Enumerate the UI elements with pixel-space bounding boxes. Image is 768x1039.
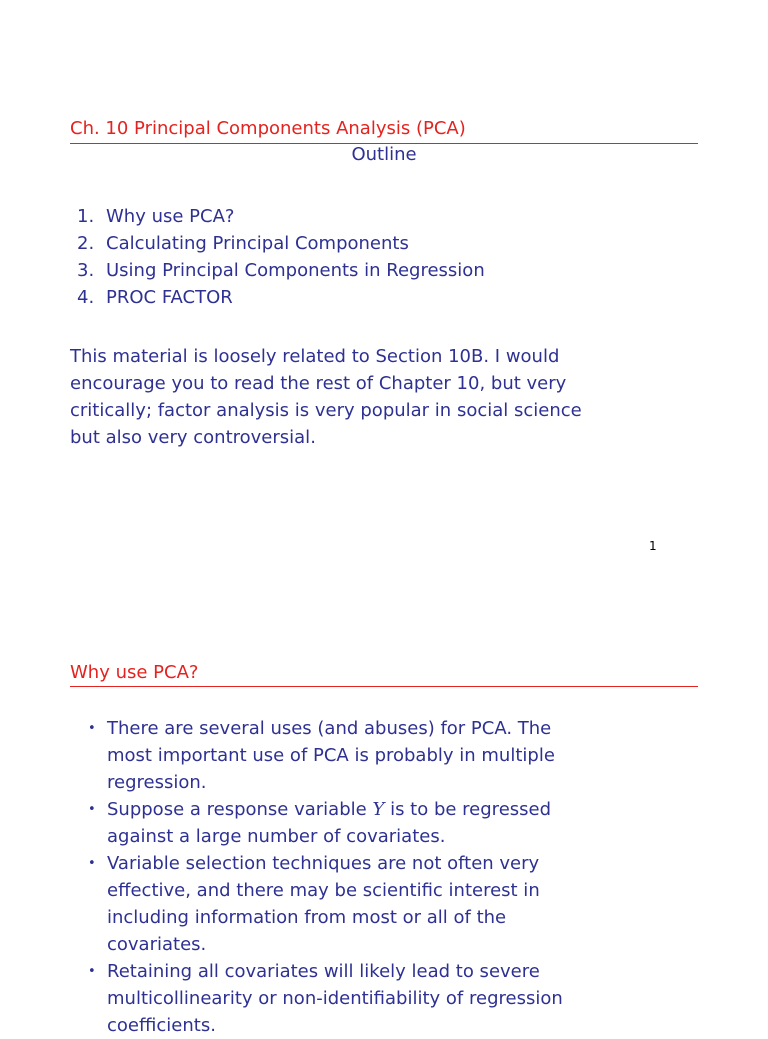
bullet-dot-icon: • bbox=[88, 721, 96, 736]
outline-text: PROC FACTOR bbox=[106, 287, 233, 308]
bullet-text: Suppose a response variable bbox=[107, 799, 373, 820]
bullet-list bbox=[88, 715, 563, 1039]
math-variable: Y bbox=[372, 799, 385, 820]
bullet-item bbox=[88, 715, 563, 796]
outline-item bbox=[77, 259, 485, 286]
outline-heading: Outline bbox=[351, 144, 417, 165]
bullet-line: Retaining all covariates will likely lead to severe bbox=[107, 961, 540, 982]
intro-paragraph bbox=[70, 343, 710, 451]
outline-text: Calculating Principal Components bbox=[106, 233, 409, 254]
outline-text: Using Principal Components in Regression bbox=[106, 260, 485, 281]
bullet-line: against a large number of covariates. bbox=[107, 826, 446, 847]
section-title: Why use PCA? bbox=[70, 662, 199, 683]
bullet-dot-icon: • bbox=[88, 802, 96, 817]
outline-item bbox=[77, 232, 485, 259]
bullet-line: coefficients. bbox=[107, 1015, 216, 1036]
bullet-line: including information from most or all of the bbox=[107, 907, 507, 928]
bullet-line: regression. bbox=[107, 772, 207, 793]
page-number: 1 bbox=[649, 539, 657, 553]
bullet-line bbox=[107, 796, 563, 823]
bullet-text: is to be regressed bbox=[384, 799, 552, 820]
bullet-line: There are several uses (and abuses) for PCA. The bbox=[107, 718, 552, 739]
bullet-item bbox=[88, 796, 563, 850]
bullet-line: covariates. bbox=[107, 934, 207, 955]
outline-number: 2. bbox=[77, 233, 95, 254]
paragraph-line: but also very controversial. bbox=[70, 427, 316, 448]
paragraph-line: critically; factor analysis is very popular in social science bbox=[70, 400, 582, 421]
outline-text: Why use PCA? bbox=[106, 206, 235, 227]
paragraph-line: encourage you to read the rest of Chapter 10, but very bbox=[70, 373, 567, 394]
outline-number: 1. bbox=[77, 206, 95, 227]
outline-list bbox=[77, 205, 485, 313]
bullet-line: effective, and there may be scientific interest in bbox=[107, 880, 540, 901]
section-title-underline bbox=[70, 686, 698, 687]
bullet-line: multicollinearity or non-identifiability of regression bbox=[107, 988, 563, 1009]
bullet-line: Variable selection techniques are not often very bbox=[107, 853, 540, 874]
outline-item bbox=[77, 286, 485, 313]
paragraph-line: This material is loosely related to Section 10B. I would bbox=[70, 346, 560, 367]
bullet-dot-icon: • bbox=[88, 964, 96, 979]
slide-title: Ch. 10 Principal Components Analysis (PCA) bbox=[70, 118, 466, 139]
outline-number: 3. bbox=[77, 260, 95, 281]
bullet-item bbox=[88, 958, 563, 1039]
bullet-item bbox=[88, 850, 563, 958]
outline-number: 4. bbox=[77, 287, 95, 308]
bullet-line: most important use of PCA is probably in multiple bbox=[107, 745, 555, 766]
bullet-dot-icon: • bbox=[88, 856, 96, 871]
outline-item bbox=[77, 205, 485, 232]
